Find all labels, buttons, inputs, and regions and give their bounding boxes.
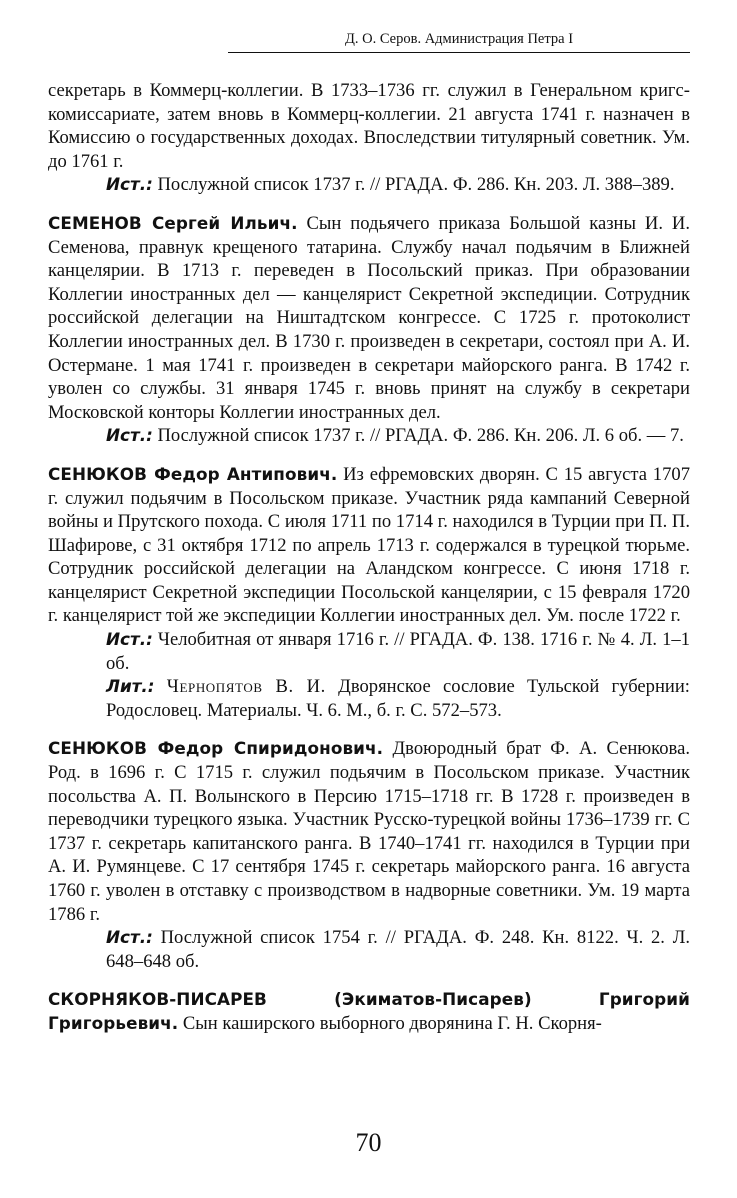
entry-continuation xyxy=(48,79,690,197)
entry-semenov xyxy=(48,212,690,448)
source-label: Ист.: xyxy=(106,174,153,195)
source-line: Ист.: Послужной список 1754 г. // РГАДА. Ф. 248. Кн. 8122. Ч. 2. Л. 648–648 об. xyxy=(106,927,690,972)
entry-senyukov-fa xyxy=(48,463,690,723)
entry-text: СЕНЮКОВ Федор Антипович. Из ефремовских дворян. С 15 августа 1707 г. служил подьячим в Посольском приказе. Участник ряда кампаний Северной войны и Прутского похода. С июля 1711 по 1714 г. находился в Турции при П. П. Шафирове, с 31 октября 1712 по апрель 1713 г. содержался в турецкой тюрьме. Сотрудник российской делегации на Аландском конгрессе. С июня 1718 г. канцелярист Секретной экспедиции Посольской канцелярии, с 15 февраля 1720 г. канцелярист той же экспедиции Коллегии иностранных дел. Ум. после 1722 г. xyxy=(48,463,690,627)
book-page xyxy=(48,30,690,1051)
entry-senyukov-fs xyxy=(48,737,690,973)
source-label: Ист.: xyxy=(106,927,153,948)
page-number: 70 xyxy=(355,1128,382,1157)
source-line: Ист.: Послужной список 1737 г. // РГАДА. Ф. 286. Кн. 203. Л. 388–389. xyxy=(106,174,675,196)
entry-text: СЕМЕНОВ Сергей Ильич. Сын подьячего приказа Большой казны И. И. Семенова, правнук крещеного татарина. Службу начал подьячим в Ближней канцелярии. В 1713 г. переведен в Посольский приказ. При образовании Коллегии иностранных дел — канцелярист Секретной экспедиции. Сотрудник российской делегации на Ништадтском конгрессе. С 1725 г. протоколист Коллегии иностранных дел. В 1730 г. произведен в секретари, состоял при А. И. Остермане. 1 мая 1741 г. произведен в секретари майорского ранга. В 1742 г. уволен со службы. 31 января 1745 г. вновь принят на службу в секретари Московской конторы Коллегии иностранных дел. xyxy=(48,212,691,423)
entry-text: СКОРНЯКОВ-ПИСАРЕВ (Экиматов-Писарев) Григорий Григорьевич. Сын каширского выборного дворянина Г. Н. Скорня- xyxy=(48,989,690,1034)
source-label: Ист.: xyxy=(106,629,153,650)
source-line: Ист.: Послужной список 1737 г. // РГАДА. Ф. 286. Кн. 206. Л. 6 об. — 7. xyxy=(106,425,684,447)
entry-text: секретарь в Коммерц-коллегии. В 1733–1736 гг. служил в Генеральном кригс-комиссариате, затем вновь в Коммерц-коллегии. 21 августа 1741 г. назначен в Комиссию о государственных доходах. Впоследствии титулярный советник. Ум. до 1761 г. xyxy=(48,80,690,172)
entry-name: СЕНЮКОВ Федор Антипович. xyxy=(48,463,338,484)
literature-line: Лит.: Чернопятов В. И. Дворянское сословие Тульской губернии: Родословец. Материалы. Ч. 6. М., б. г. С. 572–573. xyxy=(106,676,690,721)
literature-label: Лит.: xyxy=(106,676,155,697)
entry-name: СКОРНЯКОВ-ПИСАРЕВ (Экиматов-Писарев) Григорий Григорьевич. xyxy=(48,989,690,1033)
entry-skornyakov-pisarev xyxy=(48,988,690,1035)
entries-block xyxy=(48,79,690,1036)
entry-name: СЕНЮКОВ Федор Спиридонович. xyxy=(48,738,384,759)
running-head: Д. О. Серов. Администрация Петра I xyxy=(228,30,690,53)
source-label: Ист.: xyxy=(106,425,153,446)
literature-author: Чернопятов В. И. xyxy=(166,676,326,698)
entry-name: СЕМЕНОВ Сергей Ильич. xyxy=(48,212,298,233)
source-line: Ист.: Челобитная от января 1716 г. // РГАДА. Ф. 138. 1716 г. № 4. Л. 1–1 об. xyxy=(106,629,690,674)
entry-text: СЕНЮКОВ Федор Спиридонович. Двоюродный брат Ф. А. Сенюкова. Род. в 1696 г. С 1715 г. служил подьячим в Посольском приказе. Участник посольства А. П. Волынского в Персию 1715–1718 гг. В 1728 г. произведен в переводчики турецкого языка. Участник Русско-турецкой войны 1736–1739 гг. С 1737 г. секретарь капитанского ранга. В 1740–1741 гг. находился в Турции при А. И. Румянцеве. С 17 сентября 1745 г. секретарь майорского ранга. 16 августа 1760 г. уволен в отставку с производством в надворные советники. Ум. 19 марта 1786 г. xyxy=(48,738,690,925)
